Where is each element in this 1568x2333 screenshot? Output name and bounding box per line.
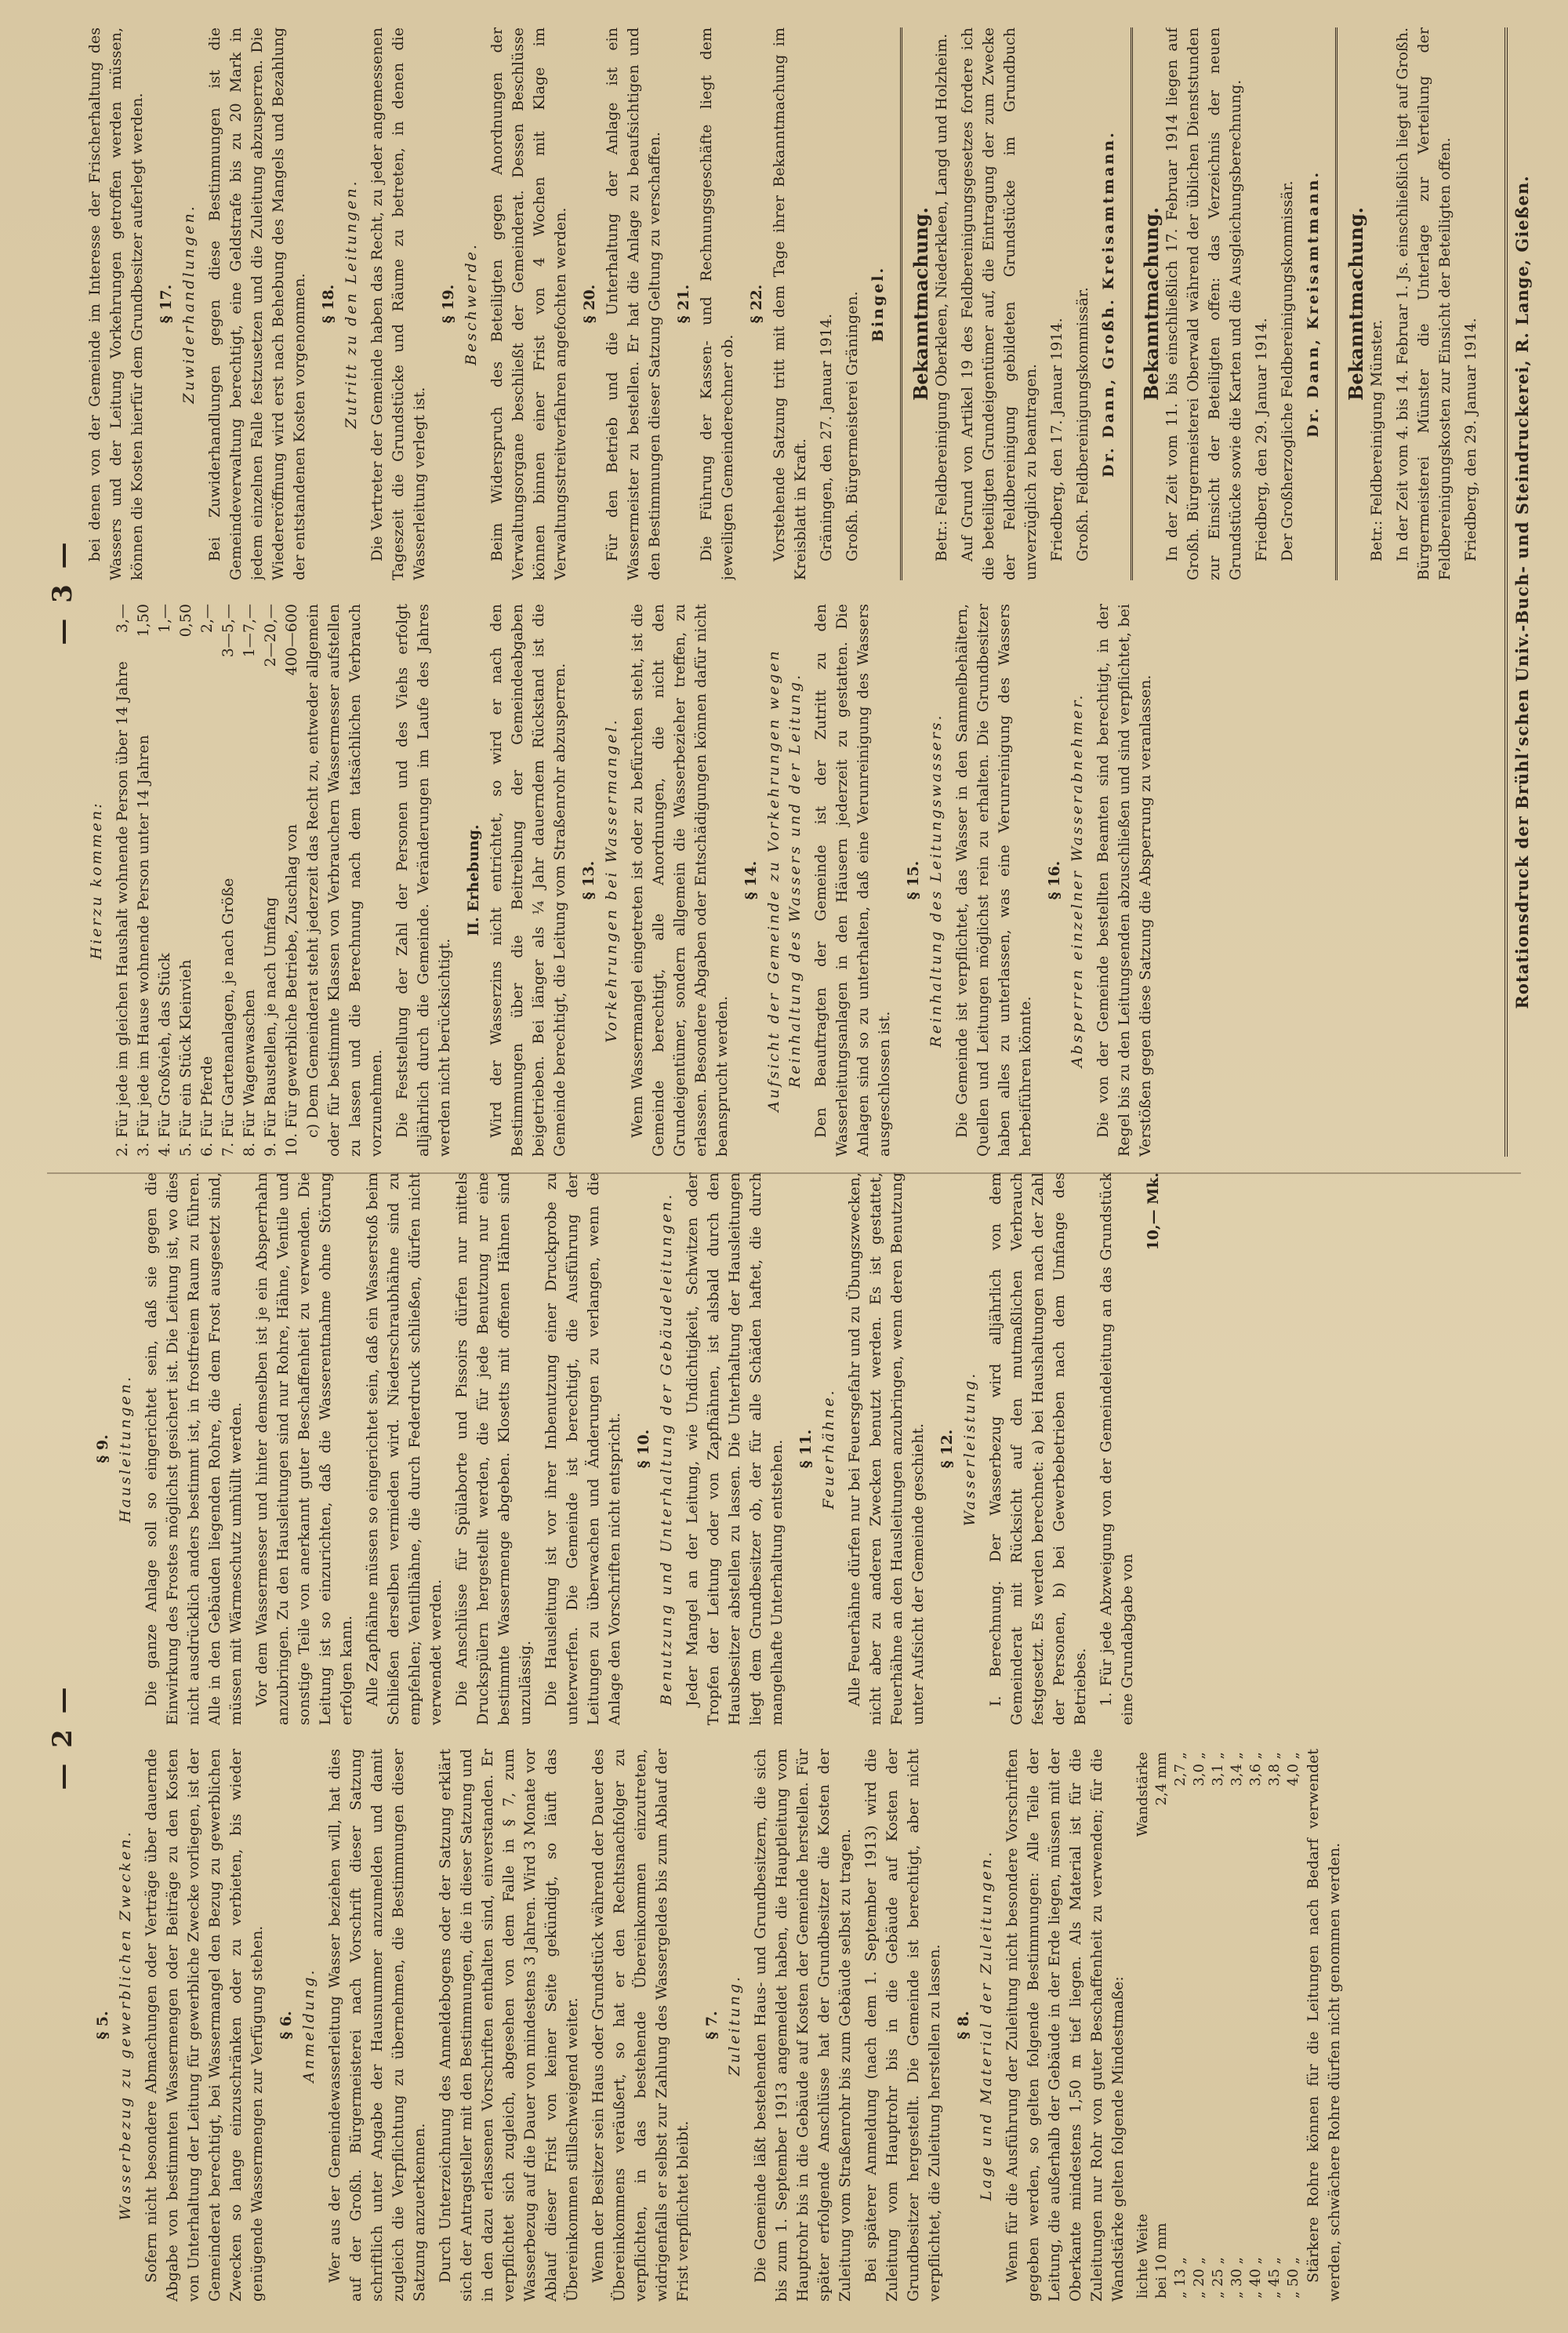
- fee-label: 3. Für jede im Hause wohnende Person unter 14 Jahren: [135, 735, 152, 1157]
- table-cell: 2,7 „: [1172, 1752, 1189, 1786]
- section-heading: Reinhaltung des Leitungswassers.: [927, 713, 945, 1048]
- paragraph: In der Zeit vom 4. bis 14. Februar 1. Js. einschließlich liegt auf Großh. Bürgermeisterei Münster die Unterlage zur Verteilung der Feldbereinigungskosten zur Einsicht der Beteiligten offen.: [1394, 27, 1454, 580]
- fee-line: [218, 604, 239, 1157]
- table-row: [1284, 1749, 1303, 2302]
- table-header: lichte Weite: [1134, 2213, 1151, 2298]
- paragraph: c) Dem Gemeinderat steht jederzeit das Recht zu, entweder allgemein oder für bestimmte Klassen von Verbrauchern Wassermesser aufstellen zu lassen und die Berechnung nach dem tatsächlichen Verbrauch vorzunehmen.: [304, 604, 385, 1157]
- section-number: § 21.: [675, 284, 692, 324]
- section-heading: Absperren einzelner Wasserabnehmer.: [1069, 692, 1086, 1068]
- table-row: [1171, 1749, 1190, 2302]
- section-heading: Hausleitungen.: [117, 1374, 134, 1524]
- paragraph: Friedberg, den 29. Januar 1914.: [1253, 318, 1270, 561]
- column-divider: [47, 1172, 1521, 1174]
- table-cell: „ 20 „: [1191, 2257, 1207, 2298]
- fee-label: 7. Für Gartenanlagen, je nach Größe: [220, 878, 237, 1157]
- paragraph: Großh. Feldbereinigungskommissär.: [1074, 287, 1091, 561]
- table-cell: 3,1 „: [1210, 1752, 1226, 1786]
- paragraph: Betr.: Feldbereinigung Münster.: [1368, 319, 1385, 561]
- paragraph: Die Gemeinde läßt bestehenden Haus- und Grundbesitzern, die sich bis zum 1. September 1913 angemeldet haben, die Hauptleitung vom Hauptrohr bis in die Gebäude auf Kosten der Gemeinde herstellen. Für später erfolgende Anschlüsse hat der Grundbesitzer die Kosten der Zuleitung vom Straßenrohr bis zum Gebäude selbst zu tragen.: [752, 1749, 854, 2302]
- paragraph: 1. Für jede Abzweigung von der Gemeindeleitung an das Grundstück eine Grundabgabe von: [1098, 1172, 1136, 1725]
- page-two: [47, 1172, 1521, 2302]
- table-row: [1209, 1749, 1228, 2302]
- paragraph: Bei Zuwiderhandlungen gegen diese Bestimmungen ist die Gemeindeverwaltung berechtigt, eine Geldstrafe bis zu 20 Mark in jedem einzelnen Falle festzusetzen und die Zuleitung abzusperren. Die Wiedereröffnung wird erst nach Behebung des Mangels und Bezahlung der entstandenen Kosten vorgenommen.: [206, 27, 308, 580]
- fee-line: [239, 604, 260, 1157]
- text-column: [85, 1172, 1521, 1725]
- table-row: [1265, 1749, 1284, 2302]
- paragraph: Stärkere Rohre können für die Leitungen nach Bedarf verwendet werden, schwächere Rohre dürfen nicht genommen werden.: [1305, 1749, 1343, 2302]
- table-cell: „ 45 „: [1266, 2257, 1283, 2298]
- table-cell: 3,6 „: [1247, 1752, 1264, 1786]
- fee-line: [260, 604, 281, 1157]
- paragraph: bei denen von der Gemeinde im Interesse der Frischerhaltung des Wassers und der Leitung Vorkehrungen getroffen werden müssen, können die Kosten hierfür dem Grundbesitzer auferlegt werden.: [86, 27, 146, 580]
- section-heading: Wasserbezug zu gewerblichen Zwecken.: [117, 1830, 134, 2221]
- paragraph: Wird der Wasserzins nicht entrichtet, so wird er nach den Bestimmungen über die Beitreibung der Gemeindeabgaben beigetrieben. Bei länger als ¼ Jahr dauerndem Rückstand ist die Gemeinde berechtigt, die Leitung vom Straßenrohr abzusperren.: [488, 604, 568, 1157]
- table-cell: 3,8 „: [1266, 1752, 1283, 1786]
- section-number: § 5.: [94, 2011, 111, 2040]
- paragraph: Die Anschlüsse für Spülaborte und Pissoirs dürfen nur mittels Druckspülern hergestellt werden, die für jede Benutzung nur eine bestimmte Wassermenge abgeben. Klosetts mit offenen Hähnen sind unzulässig.: [453, 1172, 534, 1725]
- notice-title: Bekanntmachung.: [1131, 27, 1162, 580]
- section-number: § 12.: [938, 1429, 956, 1469]
- fee-label: 9. Für Baustellen, je nach Umfang: [262, 896, 279, 1157]
- section-number: § 8.: [955, 2011, 972, 2040]
- paragraph: Alle Feuerhähne dürfen nur bei Feuersgefahr und zu Übungszwecken, nicht aber zu anderen Zwecken benutzt werden. Es ist gestattet, Feuerhähne an den Hausleitungen anzubringen, wenn deren Benutzung unter Aufsicht der Gemeinde geschieht.: [846, 1172, 927, 1725]
- paragraph: Die Führung der Kassen- und Rechnungsgeschäfte liegt dem jeweiligen Gemeinderechner ob.: [698, 27, 736, 580]
- text-column: [85, 604, 1482, 1157]
- table-cell: 3,0 „: [1191, 1752, 1207, 1786]
- paragraph: Die von der Gemeinde bestellten Beamten sind berechtigt, in der Regel bis zu den Leitungsenden abzuschließen und sind verpflichtet, bei Verstößen gegen diese Satzung die Absperrung zu veranlassen.: [1094, 604, 1154, 1157]
- paragraph: Vor dem Wassermesser und hinter demselben ist je ein Absperrhahn anzubringen. Zu den Hausleitungen sind nur Rohre, Hähne, Ventile und sonstige Teile von anerkannt guter Beschaffenheit zu verwenden. Die Leitung ist so einzurichten, daß die Wasserentnahme ohne Störung erfolgen kann.: [253, 1172, 355, 1725]
- pipe-wall-table: [1134, 1749, 1303, 2302]
- section-heading: Aufsicht der Gemeinde zu Vorkehrungen wegen Reinhaltung des Wassers und der Leitung.: [765, 649, 804, 1112]
- fee-line: [281, 604, 303, 1157]
- table-row: [1228, 1749, 1247, 2302]
- section-number: II. Erhebung.: [465, 824, 482, 936]
- paragraph: Beim Widerspruch des Beteiligten gegen Anordnungen der Verwaltungsorgane beschließt der Gemeinderat. Dessen Beschlüsse können binnen einer Frist von 4 Wochen mit Klage im Verwaltungsstreitverfahren angefochten werden.: [488, 27, 569, 580]
- paragraph: Wer aus der Gemeindewasserleitung Wasser beziehen will, hat dies auf der Großh. Bürgermeisterei nach Vorschrift dieser Satzung schriftlich unter Angabe der Hausnummer anzumelden und damit zugleich die Verpflichtung zu übernehmen, die Bestimmungen dieser Satzung anzuerkennen.: [326, 1749, 428, 2302]
- section-number: § 17.: [158, 284, 175, 324]
- section-heading: Wasserleistung.: [961, 1371, 978, 1527]
- notice-title: Bekanntmachung.: [1335, 27, 1367, 580]
- section-number: § 20.: [581, 284, 598, 324]
- signature: Dr. Dann, Großh. Kreisamtmann.: [1100, 130, 1117, 478]
- section-number: § 18.: [320, 284, 337, 324]
- fee-line: [133, 604, 154, 1157]
- table-cell: „ 13 „: [1172, 2257, 1189, 2298]
- paragraph: Wenn für die Ausführung der Zuleitung nicht besondere Vorschriften gegeben werden, so gelten folgende Bestimmungen: Alle Teile der Leitung, die außerhalb der Gebäude in der Erde liegen, müssen mit der Oberkante mindestens 1,50 m tief liegen. Als Material ist für die Zuleitungen nur Rohr von guter Beschaffenheit zu verwenden; für die Wandstärke gelten folgende Mindestmaße:: [1004, 1749, 1127, 2302]
- paragraph: Jeder Mangel an der Leitung, wie Undichtigkeit, Schwitzen oder Tropfen der Leitung oder von Zapfhähnen, ist alsbald durch den Hausbesitzer abstellen zu lassen. Die Unterhaltung der Hausleitungen liegt dem Grundbesitzer ob, der für alle Schäden haftet, die durch mangelhafte Unterhaltung entstehen.: [684, 1172, 786, 1725]
- paragraph: Die Gemeinde ist verpflichtet, das Wasser in den Sammelbehältern, Quellen und Leitungen möglichst rein zu erhalten. Die Grundbesitzer haben alles zu unterlassen, was eine Verunreinigung des Wassers herbeiführen könnte.: [953, 604, 1034, 1157]
- fee-line: [112, 604, 133, 1157]
- paragraph: Die Hausleitung ist vor ihrer Inbenutzung einer Druckprobe zu unterwerfen. Die Gemeinde ist berechtigt, die Ausführung der Leitungen zu überwachen und Änderungen zu verlangen, wenn die Anlage den Vorschriften nicht entspricht.: [543, 1172, 623, 1725]
- fee-line: [176, 604, 197, 1157]
- fee-label: 5. Für ein Stück Kleinvieh: [177, 959, 194, 1157]
- paragraph: Die Vertreter der Gemeinde haben das Recht, zu jeder angemessenen Tageszeit die Grundstücke und Räume zu betreten, in denen die Wasserleitung verlegt ist.: [368, 27, 428, 580]
- paragraph: I. Berechnung. Der Wasserbezug wird alljährlich von dem Gemeinderat mit Rücksicht auf den mutmaßlichen Verbrauch festgesetzt. Es werden berechnet: a) bei Haushaltungen nach der Zahl der Personen, b) bei Gewerbebetrieben nach dem Umfange des Betriebes.: [987, 1172, 1089, 1725]
- section-number: § 7.: [703, 2011, 720, 2040]
- amount: 10,— Mk.: [1145, 1172, 1162, 1251]
- section-number: § 13.: [580, 860, 597, 900]
- paragraph: Vorstehende Satzung tritt mit dem Tage ihrer Bekanntmachung im Kreisblatt in Kraft.: [771, 27, 809, 580]
- table-cell: 3,4 „: [1229, 1752, 1245, 1786]
- signature: Bingel.: [869, 265, 887, 343]
- paragraph: Die ganze Anlage soll so eingerichtet sein, daß sie gegen die Einwirkung des Frostes möglichst gesichert ist. Die Leitung ist, wo dies nicht ausdrücklich anders bestimmt ist, in frostfreiem Raum zu führen. Alle in den Gebäuden liegenden Rohre, die dem Frost ausgesetzt sind, müssen mit Wärmeschutz umhüllt werden.: [143, 1172, 245, 1725]
- paragraph: In der Zeit vom 11. bis einschließlich 17. Februar 1914 liegen auf Großh. Bürgermeisterei Oberwald während der üblichen Dienststunden zur Einsicht der Beteiligten offen: das Verzeichnis der neuen Grundstücke sowie die Karten und die Ausgleichungsberechnung.: [1163, 27, 1244, 580]
- section-number: § 19.: [440, 284, 457, 324]
- fee-amount: 1,50: [135, 604, 152, 638]
- paragraph: Wenn der Besitzer sein Haus oder Grundstück während der Dauer des Übereinkommens veräußert, so hat er den Rechtsnachfolger zu verpflichten, in das bestehende Übereinkommen einzutreten, widrigenfalls er selbst zur Zahlung des Wassergeldes bis zum Ablauf der Frist verpflichtet bleibt.: [590, 1749, 691, 2302]
- paragraph: Auf Grund von Artikel 19 des Feldbereinigungsgesetzes fordere ich die beteiligten Grundeigentümer auf, die Eintragung der zum Zwecke der Feldbereinigung gebildeten Grundstücke im Grundbuch unverzüglich zu beantragen.: [959, 27, 1040, 580]
- fee-amount: 3,—: [114, 604, 131, 634]
- page-number: — 3 —: [47, 539, 78, 645]
- section-heading: Zuwiderhandlungen.: [180, 204, 198, 404]
- section-number: § 16.: [1046, 860, 1063, 900]
- table-row: [1190, 1749, 1209, 2302]
- signature: Dr. Dann, Kreisamtmann.: [1305, 170, 1322, 438]
- section-heading: Zuleitung.: [726, 1974, 743, 2077]
- paragraph: Die Feststellung der Zahl der Personen und des Viehs erfolgt alljährlich durch die Gemeinde. Veränderungen im Laufe des Jahres werden nicht berücksichtigt.: [394, 604, 453, 1157]
- fee-amount: 400—600: [283, 604, 300, 676]
- section-heading: Anmeldung.: [300, 1968, 318, 2083]
- paragraph: Friedberg, den 29. Januar 1914.: [1462, 318, 1479, 561]
- fee-label: 2. Für jede im gleichen Haushalt wohnende Person über 14 Jahre: [114, 661, 131, 1157]
- paragraph: Großh. Bürgermeisterei Gräningen.: [844, 291, 861, 561]
- text-column: [85, 27, 1482, 580]
- section-heading: Feuerhähne.: [820, 1388, 837, 1510]
- table-cell: „ 25 „: [1210, 2257, 1226, 2298]
- fee-amount: 0,50: [177, 604, 194, 638]
- paragraph: Den Beauftragten der Gemeinde ist der Zutritt zu den Wasserleitungsanlagen in den Häusern jederzeit zu gestatten. Die Anlagen sind so zu unterhalten, daß eine Verunreinigung des Wassers ausgeschlossen ist.: [812, 604, 893, 1157]
- paragraph: Wenn Wassermangel eingetreten ist oder zu befürchten steht, ist die Gemeinde berechtigt, alle Anordnungen, die nicht den Grundeigentümer, sondern allgemein die Wasserbezieher treffen, zu erlassen. Besondere Abgaben oder Entschädigungen können dafür nicht beansprucht werden.: [629, 604, 731, 1157]
- page-three: [47, 27, 1532, 1157]
- section-heading: Vorkehrungen bei Wassermangel.: [603, 718, 620, 1043]
- section-number: § 11.: [797, 1429, 815, 1469]
- fee-label: 4. Für Großvieh, das Stück: [156, 953, 173, 1157]
- table-cell: 4,0 „: [1285, 1752, 1301, 1786]
- paragraph: Friedberg, den 17. Januar 1914.: [1048, 318, 1065, 561]
- table-cell: „ 30 „: [1229, 2257, 1245, 2298]
- fee-amount: 1,—: [156, 604, 173, 634]
- section-number: § 15.: [905, 860, 922, 900]
- fee-line: [197, 604, 218, 1157]
- notice-title: Bekanntmachung.: [900, 27, 931, 580]
- section-heading: Lage und Material der Zuleitungen.: [978, 1849, 995, 2201]
- printer-imprint: Rotationsdruck der Brühl’schen Univ.-Buch- und Steindruckerei, R. Lange, Gießen.: [1504, 27, 1532, 1157]
- paragraph: Bei späterer Anmeldung (nach dem 1. September 1913) wird die Zuleitung vom Hauptrohr bis in die Gebäude auf Kosten der Grundbesitzer hergestellt. Die Gemeinde ist berechtigt, aber nicht verpflichtet, die Zuleitung herstellen zu lassen.: [862, 1749, 943, 2302]
- paragraph: Der Großherzogliche Feldbereinigungskommissär.: [1279, 180, 1296, 561]
- section-number: § 9.: [94, 1434, 111, 1463]
- paragraph: Sofern nicht besondere Abmachungen oder Verträge über dauernde Abgabe von bestimmten Wassermengen oder Beiträge zu den Kosten von Unterhaltung der Leitung für gewerbliche Zwecke vorliegen, ist der Gemeinderat berechtigt, bei Wassermangel den Bezug zu gewerblichen Zwecken so lange einzuschränken oder zu verbieten, bis wieder genügende Wassermengen zur Verfügung stehen.: [143, 1749, 266, 2302]
- fee-line: [154, 604, 176, 1157]
- section-number: § 22.: [748, 284, 765, 324]
- fee-label: 8. Für Wagenwaschen: [241, 989, 258, 1157]
- section-heading: Zutritt zu den Leitungen.: [343, 179, 360, 429]
- fee-amount: 2—20,—: [262, 604, 279, 667]
- paragraph: Betr.: Feldbereinigung Oberkleen, Niederkleen, Langd und Holzheim.: [933, 33, 950, 561]
- text-column: [85, 1749, 1521, 2302]
- fee-amount: 1—7,—: [241, 604, 258, 658]
- table-cell: bei 10 mm: [1153, 2222, 1170, 2298]
- paragraph: Für den Betrieb und die Unterhaltung der Anlage ist ein Wassermeister zu bestellen. Er hat die Anlage zu beaufsichtigen und den Bestimmungen dieser Satzung Geltung zu verschaffen.: [604, 27, 663, 580]
- section-heading: Hierzu kommen:: [88, 801, 105, 960]
- table-cell: „ 40 „: [1247, 2257, 1264, 2298]
- table-row: [1152, 1749, 1171, 2302]
- paragraph: Alle Zapfhähne müssen so eingerichtet sein, daß ein Wasserstoß beim Schließen derselben vermieden wird. Niederschraubhähne sind zu empfehlen; Ventilhähne, die durch Federdruck schließen, dürfen nicht verwendet werden.: [364, 1172, 445, 1725]
- table-cell: 2,4 mm: [1153, 1752, 1170, 1806]
- paragraph: Durch Unterzeichnung des Anmeldebogens oder der Satzung erklärt sich der Antragsteller mit den Bestimmungen, die in dieser Satzung und in den dazu erlassenen Vorschriften enthalten sind, einverstanden. Er verpflichtet sich zugleich, abgesehen von dem Falle in § 7, zum Wasserbezug auf die Dauer von mindestens 3 Jahren. Wird 3 Monate vor Ablauf dieser Frist von keiner Seite gekündigt, so läuft das Übereinkommen stillschweigend weiter.: [437, 1749, 581, 2302]
- section-number: § 10.: [635, 1429, 652, 1469]
- fee-amount: 3—5,—: [220, 604, 237, 658]
- section-number: § 6.: [278, 2011, 295, 2040]
- fee-label: 10. Für gewerbliche Betriebe, Zuschlag von: [283, 823, 300, 1157]
- page-number: — 2 —: [47, 1684, 78, 1790]
- table-row: [1247, 1749, 1265, 2302]
- section-heading: Benutzung und Unterhaltung der Gebäudeleitungen.: [658, 1192, 675, 1706]
- fee-label: 6. Für Pferde: [198, 1056, 216, 1157]
- section-heading: Beschwerde.: [463, 242, 480, 365]
- section-number: § 14.: [742, 860, 760, 900]
- fee-amount: 2,—: [198, 604, 216, 634]
- table-cell: „ 50 „: [1285, 2257, 1301, 2298]
- paragraph: Gräningen, den 27. Januar 1914.: [818, 313, 835, 561]
- table-header: Wandstärke: [1134, 1752, 1151, 1837]
